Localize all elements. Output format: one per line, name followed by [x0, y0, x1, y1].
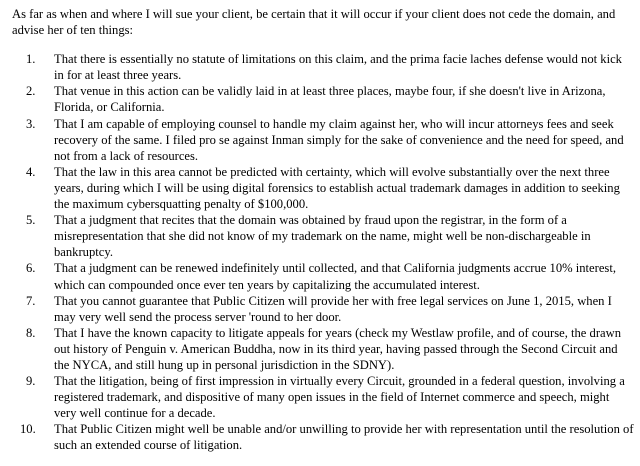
list-item-text: That the litigation, being of first impression in virtually every Circuit, grounded in a federal question, involving a registered trademark, and dispositive of many open issues in the field of Internet commerce and speech, might very well continue for a decade. [54, 374, 625, 421]
list-item-8 [12, 325, 634, 373]
list-item-text: That a judgment that recites that the domain was obtained by fraud upon the registrar, in the form of a misrepresentation that she did not know of my trademark on the name, might well be non-dischargeable in bankruptcy. [54, 213, 591, 260]
list-number: 2. [26, 84, 36, 99]
list-item-5 [12, 212, 634, 260]
list-number: 9. [26, 374, 36, 389]
intro-paragraph: As far as when and where I will sue your client, be certain that it will occur if your client does not cede the domain, and advise her of ten things: [12, 7, 616, 38]
list-item-9 [12, 373, 634, 421]
list-number: 5. [26, 213, 36, 228]
list-number: 6. [26, 261, 36, 276]
list-item-7 [12, 293, 634, 325]
list-item-text: That Public Citizen might well be unable and/or unwilling to provide her with representation until the resolution of such an extended course of litigation. [54, 422, 634, 453]
list-item-text: That the law in this area cannot be predicted with certainty, which will evolve substantially over the next three years, during which I will be using digital forensics to establish actual trademark damages in addition to seeking the maximum cybersquatting penalty of $100,000. [54, 164, 620, 212]
numbered-list [12, 51, 634, 453]
list-item-text: That a judgment can be renewed indefinitely until collected, and that California judgments accrue 10% interest, which can compounded once ever ten years by capitalizing the accumulated interest. [54, 261, 616, 292]
list-item-text: That you cannot guarantee that Public Citizen will provide her with free legal services on June 1, 2015, when I may very well send the process server 'round to her door. [54, 293, 612, 324]
list-item-text: That I am capable of employing counsel to handle my claim against her, who will incur attorneys fees and seek recovery of the same. I filed pro se against Inman simply for the sake of convenience and the need for speed, and not from a lack of resources. [54, 116, 624, 163]
list-number: 4. [26, 164, 36, 179]
list-number: 8. [26, 325, 36, 340]
list-item-4 [12, 164, 634, 212]
list-item-text: That there is essentially no statute of limitations on this claim, and the prima facie laches defense would not kick in for at least three years. [54, 52, 622, 83]
list-item-text: That venue in this action can be validly laid in at least three places, maybe four, if she doesn't live in Arizona, Florida, or California. [54, 84, 606, 115]
list-item-10 [12, 421, 634, 453]
list-number: 3. [26, 116, 36, 131]
list-item-3 [12, 116, 634, 164]
list-number: 10. [20, 422, 36, 437]
letter-body [12, 6, 634, 454]
list-item-text: That I have the known capacity to litigate appeals for years (check my Westlaw profile, and of course, the drawn out history of Penguin v. American Buddha, now in its third year, having passed through the Second Circuit and the NYCA, and still hung up in personal jurisdiction in the SDNY). [54, 325, 622, 372]
list-item-6 [12, 260, 634, 292]
list-number: 1. [26, 52, 36, 67]
list-number: 7. [26, 293, 36, 308]
list-item-2 [12, 83, 634, 115]
list-item-1 [12, 51, 634, 83]
